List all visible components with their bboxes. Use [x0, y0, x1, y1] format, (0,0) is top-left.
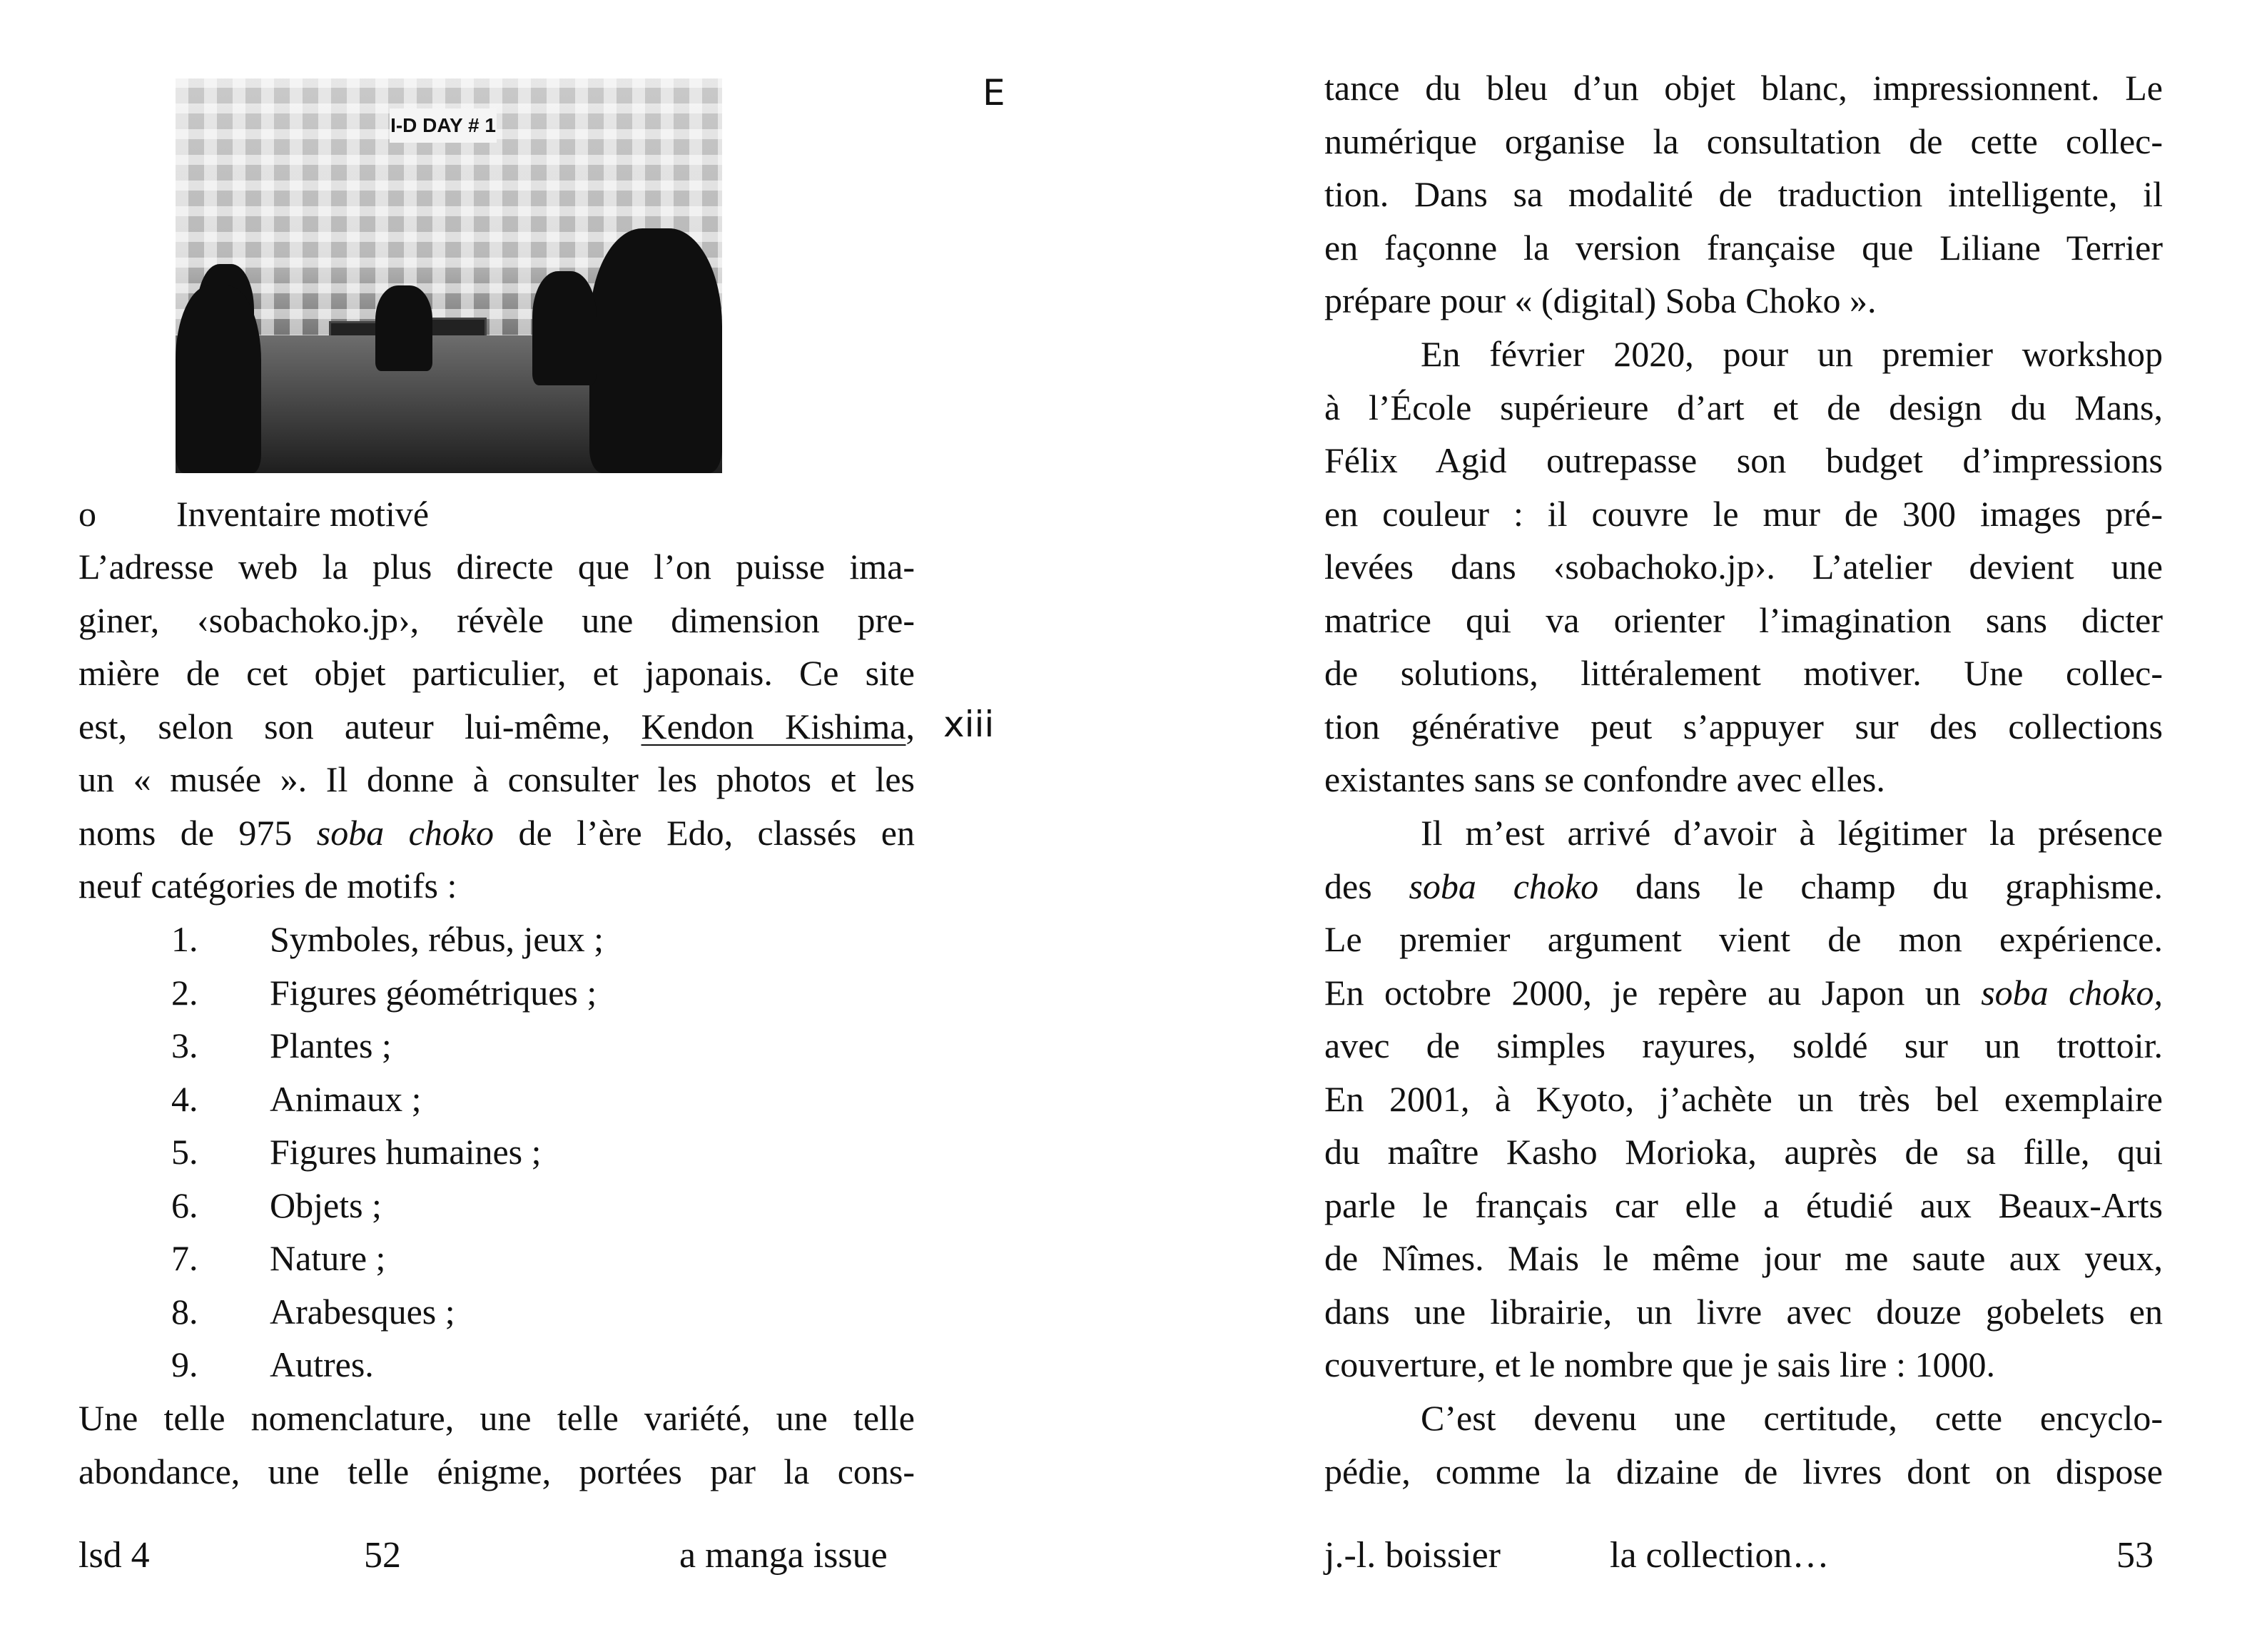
footer-author: j.-l. boissier: [1324, 1535, 1501, 1576]
section-heading: [78, 492, 429, 535]
author-link[interactable]: Kendon Kishima: [641, 706, 906, 746]
list-number: 8.: [171, 1291, 198, 1332]
text-line: de solutions, littéralement motiver. Une collec-: [1324, 653, 2163, 693]
text-line: Une telle nomenclature, une telle variété, une telle: [78, 1398, 915, 1438]
text-line: tance du bleu d’un objet blanc, impressionnent. Le: [1324, 68, 2163, 108]
text-line: Félix Agid outrepasse son budget d’impressions: [1324, 440, 2163, 480]
text-line: matrice qui va orienter l’imagination sans dicter: [1324, 599, 2163, 640]
text-line: [1324, 860, 2163, 913]
text-line: En 2001, à Kyoto, j’achète un très bel exemplaire: [1324, 1078, 2163, 1119]
list-item: [78, 913, 915, 966]
margin-letter: E: [983, 72, 1005, 113]
text-line: prépare pour « (digital) Soba Choko ».: [1324, 280, 1877, 320]
list-label: Symboles, rébus, jeux ;: [270, 919, 604, 959]
list-item: [78, 966, 915, 1020]
margin-numeral: xiii: [943, 704, 995, 745]
text-line: un « musée ». Il donne à consulter les photos et les: [78, 759, 915, 799]
text-line: couverture, et le nombre que je sais lire : 1000.: [1324, 1344, 1995, 1384]
list-number: 2.: [171, 972, 198, 1013]
text-fragment: dans le champ du graphisme.: [1598, 866, 2164, 906]
text-line: En février 2020, pour un premier workshop: [1421, 334, 2163, 374]
paragraph-3: [1324, 806, 2163, 1392]
list-label: Autres.: [270, 1344, 374, 1384]
photo-person: [176, 285, 261, 473]
text-line: en façonne la version française que Liliane Terrier: [1324, 227, 2163, 268]
footer-issue: a manga issue: [679, 1535, 888, 1576]
list-item: [78, 1019, 915, 1073]
paragraph-1: [1324, 61, 2163, 328]
soba-choko-term: soba choko: [316, 812, 494, 853]
list-number: 5.: [171, 1132, 198, 1172]
text-line: tion. Dans sa modalité de traduction intelligente, il: [1324, 174, 2163, 214]
list-number: 6.: [171, 1185, 198, 1225]
workshop-photo: [176, 78, 722, 473]
text-line: neuf catégories de motifs :: [78, 866, 457, 906]
text-line: avec de simples rayures, soldé sur un trottoir.: [1324, 1025, 2163, 1065]
text-line: [78, 806, 915, 860]
closing-paragraph: [78, 1392, 915, 1498]
soba-choko-term: soba choko,: [1981, 972, 2163, 1013]
list-label: Nature ;: [270, 1238, 386, 1278]
text-line: mière de cet objet particulier, et japonais. Ce site: [78, 653, 915, 693]
text-fragment: de l’ère Edo, classés en: [494, 812, 915, 853]
list-number: 9.: [171, 1344, 198, 1384]
text-line: existantes sans se confondre avec elles.: [1324, 759, 1885, 799]
footer-page-number: 52: [364, 1535, 401, 1576]
paragraph-2: [1324, 328, 2163, 806]
photo-sign: I-D DAY # 1: [390, 108, 497, 143]
text-line: Le premier argument vient de mon expérience.: [1324, 919, 2163, 959]
text-line: dans une librairie, un livre avec douze gobelets en: [1324, 1291, 2163, 1332]
category-list: [78, 913, 915, 1392]
text-line: à l’École supérieure d’art et de design du Mans,: [1324, 387, 2163, 427]
paragraph-4: [1324, 1392, 2163, 1498]
list-label: Objets ;: [270, 1185, 382, 1225]
text-fragment: est, selon son auteur lui-même,: [78, 706, 641, 746]
text-line: giner, ‹sobachoko.jp›, révèle une dimension pre-: [78, 599, 915, 640]
list-item: [78, 1073, 915, 1126]
list-number: 7.: [171, 1238, 198, 1278]
text-line: C’est devenu une certitude, cette encyclo-: [1421, 1398, 2163, 1438]
photo-person: [532, 271, 597, 385]
text-line: en couleur : il couvre le mur de 300 images pré-: [1324, 493, 2163, 534]
section-bullet: o: [78, 494, 96, 534]
text-line: parle le français car elle a étudié aux Beaux-Arts: [1324, 1185, 2163, 1225]
list-item: [78, 1179, 915, 1232]
text-line: du maître Kasho Morioka, auprès de sa fille, qui: [1324, 1132, 2163, 1172]
list-label: Arabesques ;: [270, 1291, 455, 1332]
text-line: numérique organise la consultation de cette collec-: [1324, 121, 2163, 161]
list-label: Animaux ;: [270, 1078, 422, 1119]
list-number: 4.: [171, 1078, 198, 1119]
soba-choko-term: soba choko: [1409, 866, 1599, 906]
list-label: Plantes ;: [270, 1025, 392, 1065]
text-line: tion générative peut s’appuyer sur des collections: [1324, 706, 2163, 746]
list-item: [78, 1285, 915, 1339]
text-line: [1324, 966, 2163, 1020]
text-line: L’adresse web la plus directe que l’on puisse ima-: [78, 547, 915, 587]
list-number: 1.: [171, 919, 198, 959]
list-item: [78, 1125, 915, 1179]
text-line: abondance, une telle énigme, portées par la cons-: [78, 1451, 915, 1491]
text-line: pédie, comme la dizaine de livres dont on dispose: [1324, 1451, 2163, 1491]
section-title: Inventaire motivé: [176, 494, 430, 534]
photo-person: [589, 228, 722, 473]
footer-journal: lsd 4: [78, 1535, 150, 1576]
text-fragment: En octobre 2000, je repère au Japon un: [1324, 972, 1982, 1013]
text-line: levées dans ‹sobachoko.jp›. L’atelier devient une: [1324, 547, 2163, 587]
text-fragment: noms de 975: [78, 812, 317, 853]
right-page: [1121, 0, 2242, 1652]
text-fragment: ,: [906, 706, 915, 746]
text-line: Il m’est arrivé d’avoir à légitimer la présence: [1421, 813, 2163, 853]
photo-person: [375, 285, 432, 371]
text-fragment: des: [1324, 866, 1409, 906]
footer-page-number: 53: [2116, 1535, 2154, 1576]
intro-paragraph: [78, 540, 915, 913]
list-label: Figures géométriques ;: [270, 972, 597, 1013]
list-label: Figures humaines ;: [270, 1132, 542, 1172]
footer-title: la collection…: [1610, 1535, 1830, 1576]
text-line: [78, 700, 915, 754]
list-item: [78, 1232, 915, 1285]
text-line: de Nîmes. Mais le même jour me saute aux yeux,: [1324, 1238, 2163, 1278]
list-number: 3.: [171, 1025, 198, 1065]
list-item: [78, 1338, 915, 1392]
